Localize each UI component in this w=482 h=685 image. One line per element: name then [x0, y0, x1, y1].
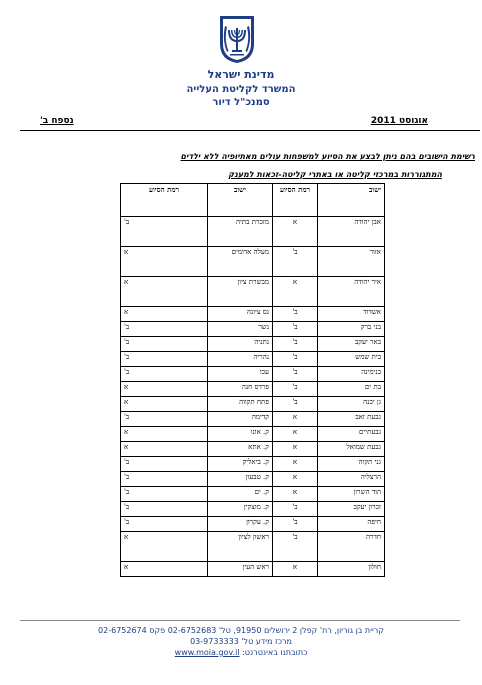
level-cell: א	[121, 562, 208, 577]
table-row	[121, 487, 385, 502]
settlement-cell: בית שמש	[318, 352, 385, 367]
level-cell: א	[121, 277, 208, 307]
table-row	[121, 217, 385, 247]
table-row	[121, 367, 385, 382]
level-cell: ב'	[273, 367, 318, 382]
settlement-cell: חולון	[318, 562, 385, 577]
level-cell: ב'	[273, 352, 318, 367]
level-cell: ב'	[121, 412, 208, 427]
settlement-cell: איר יהודה	[318, 277, 385, 307]
table-row	[121, 427, 385, 442]
settlement-cell: נס ציונה	[208, 307, 273, 322]
settlement-cell: גני תקוה	[318, 457, 385, 472]
level-cell: א	[273, 487, 318, 502]
table-row	[121, 532, 385, 562]
settlement-cell: ק. אתא	[208, 442, 273, 457]
level-cell: ב'	[121, 217, 208, 247]
settlement-cell: ק. מוצקין	[208, 502, 273, 517]
level-cell: א	[273, 562, 318, 577]
settlements-table	[120, 183, 385, 577]
footer-info-center: מרכז מידע טל' 03-9733333	[190, 637, 292, 646]
settlement-cell: נשר	[208, 322, 273, 337]
level-cell: א	[121, 532, 208, 562]
settlement-cell: קדימה	[208, 412, 273, 427]
settlement-cell: גבעתיים	[318, 427, 385, 442]
settlement-cell: ראשון לציון	[208, 532, 273, 562]
settlement-cell: בני ברק	[318, 322, 385, 337]
table-row	[121, 412, 385, 427]
col-header-settlement-1: ישוב	[318, 184, 385, 217]
level-cell: ב'	[273, 337, 318, 352]
footer-website-prefix: כתובתנו באינטרנט:	[242, 648, 308, 657]
table-row	[121, 472, 385, 487]
settlement-cell: אשדוד	[318, 307, 385, 322]
settlement-cell: גבעת זאב	[318, 412, 385, 427]
settlement-cell: ק. אונו	[208, 427, 273, 442]
department-title: סמנכ"ל דיור	[212, 97, 270, 108]
state-title: מדינת ישראל	[207, 68, 275, 81]
settlement-cell: מבשרת ציון	[208, 277, 273, 307]
level-cell: א	[273, 217, 318, 247]
table-header-row	[121, 184, 385, 217]
table-body	[121, 217, 385, 577]
settlement-cell: בת ים	[318, 382, 385, 397]
table-row	[121, 307, 385, 322]
level-cell: ב'	[121, 472, 208, 487]
settlement-cell: הרצליה	[318, 472, 385, 487]
level-cell: א	[121, 427, 208, 442]
level-cell: ב'	[121, 322, 208, 337]
ministry-title: המשרד לקליטת העלייה	[186, 84, 296, 95]
settlement-cell: בנימינה	[318, 367, 385, 382]
level-cell: ב'	[273, 307, 318, 322]
settlement-cell: ק. עקרון	[208, 517, 273, 532]
settlement-cell: באר יעקב	[318, 337, 385, 352]
level-cell: א	[273, 412, 318, 427]
col-header-level-1: רמת הסיוע	[273, 184, 318, 217]
level-cell: ב'	[273, 532, 318, 562]
footer-website-line	[0, 648, 482, 657]
table-row	[121, 382, 385, 397]
settlement-cell: ראש העין	[208, 562, 273, 577]
col-header-level-2: רמת הסיוע	[121, 184, 208, 217]
table-row	[121, 397, 385, 412]
header-divider	[20, 130, 480, 131]
settlement-cell: עכו	[208, 367, 273, 382]
level-cell: ב'	[121, 352, 208, 367]
level-cell: א	[273, 427, 318, 442]
settlement-cell: מזכרת בתיה	[208, 217, 273, 247]
list-title-line-1: רשימת הישובים בהם ניתן לבצע את הסיוע למשפחות עולים מאתיופיה ללא ילדים	[180, 152, 475, 161]
settlement-cell: גן יבנה	[318, 397, 385, 412]
settlement-cell: מעלה אדומים	[208, 247, 273, 277]
table-row	[121, 502, 385, 517]
level-cell: א	[121, 307, 208, 322]
footer-divider	[20, 620, 460, 621]
settlement-cell: נתניה	[208, 337, 273, 352]
level-cell: ב'	[121, 502, 208, 517]
settlement-cell: פרדס חנה	[208, 382, 273, 397]
settlement-cell: חדרה	[318, 532, 385, 562]
settlement-cell: חיפה	[318, 517, 385, 532]
appendix-label: נספח ב'	[40, 116, 74, 126]
level-cell: ב'	[273, 517, 318, 532]
level-cell: ב'	[121, 457, 208, 472]
state-emblem-icon	[218, 14, 256, 64]
table-row	[121, 322, 385, 337]
level-cell: ב'	[121, 367, 208, 382]
settlement-cell: ק. טבעון	[208, 472, 273, 487]
level-cell: ב'	[121, 337, 208, 352]
settlement-cell: גבעת שמואל	[318, 442, 385, 457]
level-cell: א	[273, 457, 318, 472]
table-row	[121, 247, 385, 277]
level-cell: ב'	[121, 487, 208, 502]
level-cell: א	[273, 472, 318, 487]
footer-address: קריית בן גוריון, רח' קפלן 2 ירושלים 91950, טל' 02-6752683 פקס 02-6752674	[98, 626, 384, 635]
settlement-cell: אבן יהודה	[318, 217, 385, 247]
table-row	[121, 442, 385, 457]
website-link[interactable]: www.moia.gov.il	[174, 648, 240, 657]
level-cell: א	[121, 382, 208, 397]
level-cell: ב'	[273, 247, 318, 277]
settlement-cell: ק. ים	[208, 487, 273, 502]
settlement-cell: נהריה	[208, 352, 273, 367]
document-date: אוגוסט 2011	[370, 116, 428, 126]
settlement-cell: ק. ביאליק	[208, 457, 273, 472]
document-meta	[20, 116, 480, 130]
level-cell: א	[121, 247, 208, 277]
settlement-cell: אזור	[318, 247, 385, 277]
level-cell: ב'	[273, 502, 318, 517]
list-title-line-2: המתגוררות במרכזי קליטה או באתרי קליטה-זכאות למענק	[228, 170, 442, 179]
settlement-cell: זכרון יעקב	[318, 502, 385, 517]
level-cell: א	[121, 397, 208, 412]
table-row	[121, 457, 385, 472]
settlement-cell: פתח תקווה	[208, 397, 273, 412]
settlement-cell: הוד השרון	[318, 487, 385, 502]
table-row	[121, 352, 385, 367]
table-row	[121, 517, 385, 532]
level-cell: א	[121, 442, 208, 457]
table-row	[121, 277, 385, 307]
level-cell: א	[273, 442, 318, 457]
level-cell: ב'	[273, 322, 318, 337]
level-cell: א	[273, 277, 318, 307]
level-cell: ב'	[273, 382, 318, 397]
level-cell: ב'	[121, 517, 208, 532]
table-row	[121, 337, 385, 352]
col-header-settlement-2: ישוב	[208, 184, 273, 217]
table-row	[121, 562, 385, 577]
level-cell: ב'	[273, 397, 318, 412]
